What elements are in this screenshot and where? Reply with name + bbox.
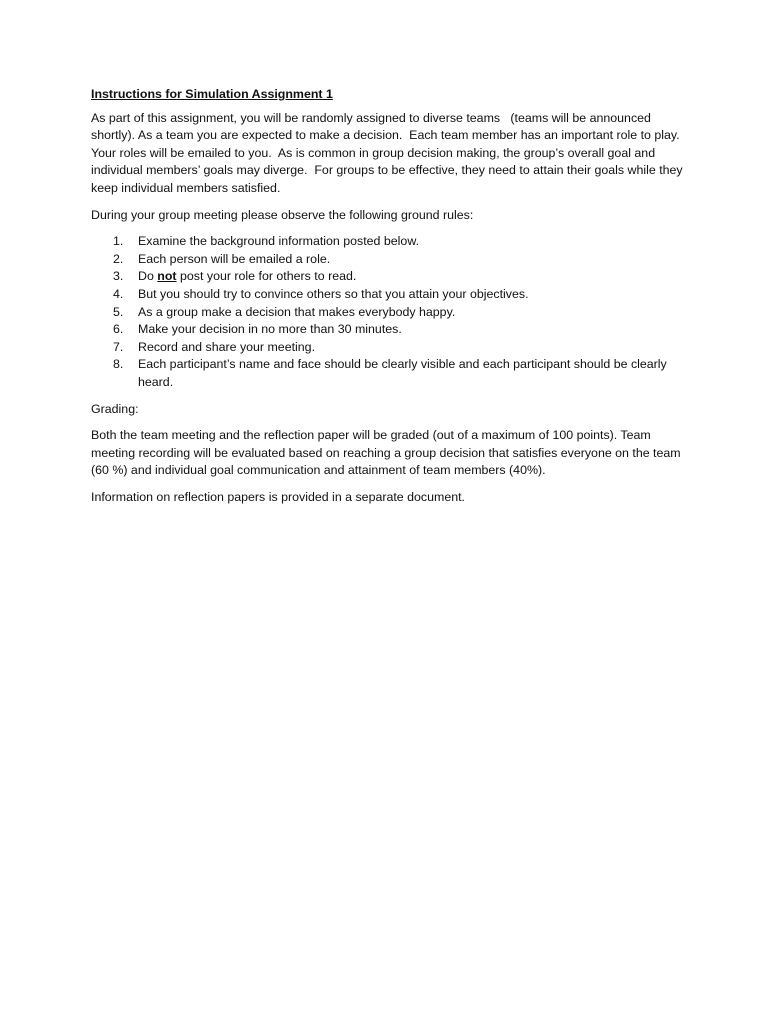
intro-paragraph: As part of this assignment, you will be randomly assigned to diverse teams (teams will be announced shortly). As a team you are expected to make a decision. Each team member has an important role to play. Your roles will be emailed to you. As is common in group decision making, the group’s overall goal and individual members’ goals may diverge. For groups to be effective, they need to attain their goals while they keep individual members satisfied.: [91, 110, 687, 195]
reflection-note: Information on reflection papers is provided in a separate document.: [91, 489, 466, 504]
rule-text: Each participant’s name and face should be clearly visible and each participant should be clearly heard.: [138, 357, 667, 389]
list-number: 5.: [113, 304, 124, 319]
grading-paragraph: Both the team meeting and the reflection paper will be graded (out of a maximum of 100 points). Team meeting recording will be evaluated based on reaching a group decision that satisfies everyone on the team (60 %) and individual goal communication and attainment of team members (40%).: [91, 428, 681, 478]
list-number: 1.: [113, 234, 124, 249]
rule-text-post: post your role for others to read.: [176, 269, 357, 284]
list-number: 6.: [113, 322, 124, 337]
rule-text: Record and share your meeting.: [138, 339, 316, 354]
document-page: [91, 86, 691, 515]
list-item: [91, 304, 691, 322]
rule-emphasis: not: [157, 269, 177, 284]
list-item: [91, 321, 691, 339]
list-item: [91, 268, 691, 286]
rule-text: Examine the background information posted below.: [138, 234, 420, 249]
list-number: 3.: [113, 269, 124, 284]
rule-text: But you should try to convince others so that you attain your objectives.: [138, 286, 529, 301]
list-item: [91, 286, 691, 304]
list-number: 8.: [113, 357, 124, 372]
list-item: [91, 233, 691, 251]
rule-text: Each person will be emailed a role.: [138, 251, 331, 266]
rule-text: As a group make a decision that makes everybody happy.: [138, 304, 456, 319]
list-number: 7.: [113, 339, 124, 354]
rule-text: Make your decision in no more than 30 minutes.: [138, 322, 402, 337]
list-item: [91, 356, 691, 391]
list-item: [91, 339, 691, 357]
rule-text-pre: Do: [138, 269, 158, 284]
ground-rules-list: [91, 233, 691, 391]
rules-intro: During your group meeting please observe the following ground rules:: [91, 207, 474, 222]
list-number: 2.: [113, 251, 124, 266]
list-item: [91, 251, 691, 269]
document-title: Instructions for Simulation Assignment 1: [91, 87, 333, 101]
grading-heading: Grading:: [91, 401, 139, 416]
list-number: 4.: [113, 286, 124, 301]
